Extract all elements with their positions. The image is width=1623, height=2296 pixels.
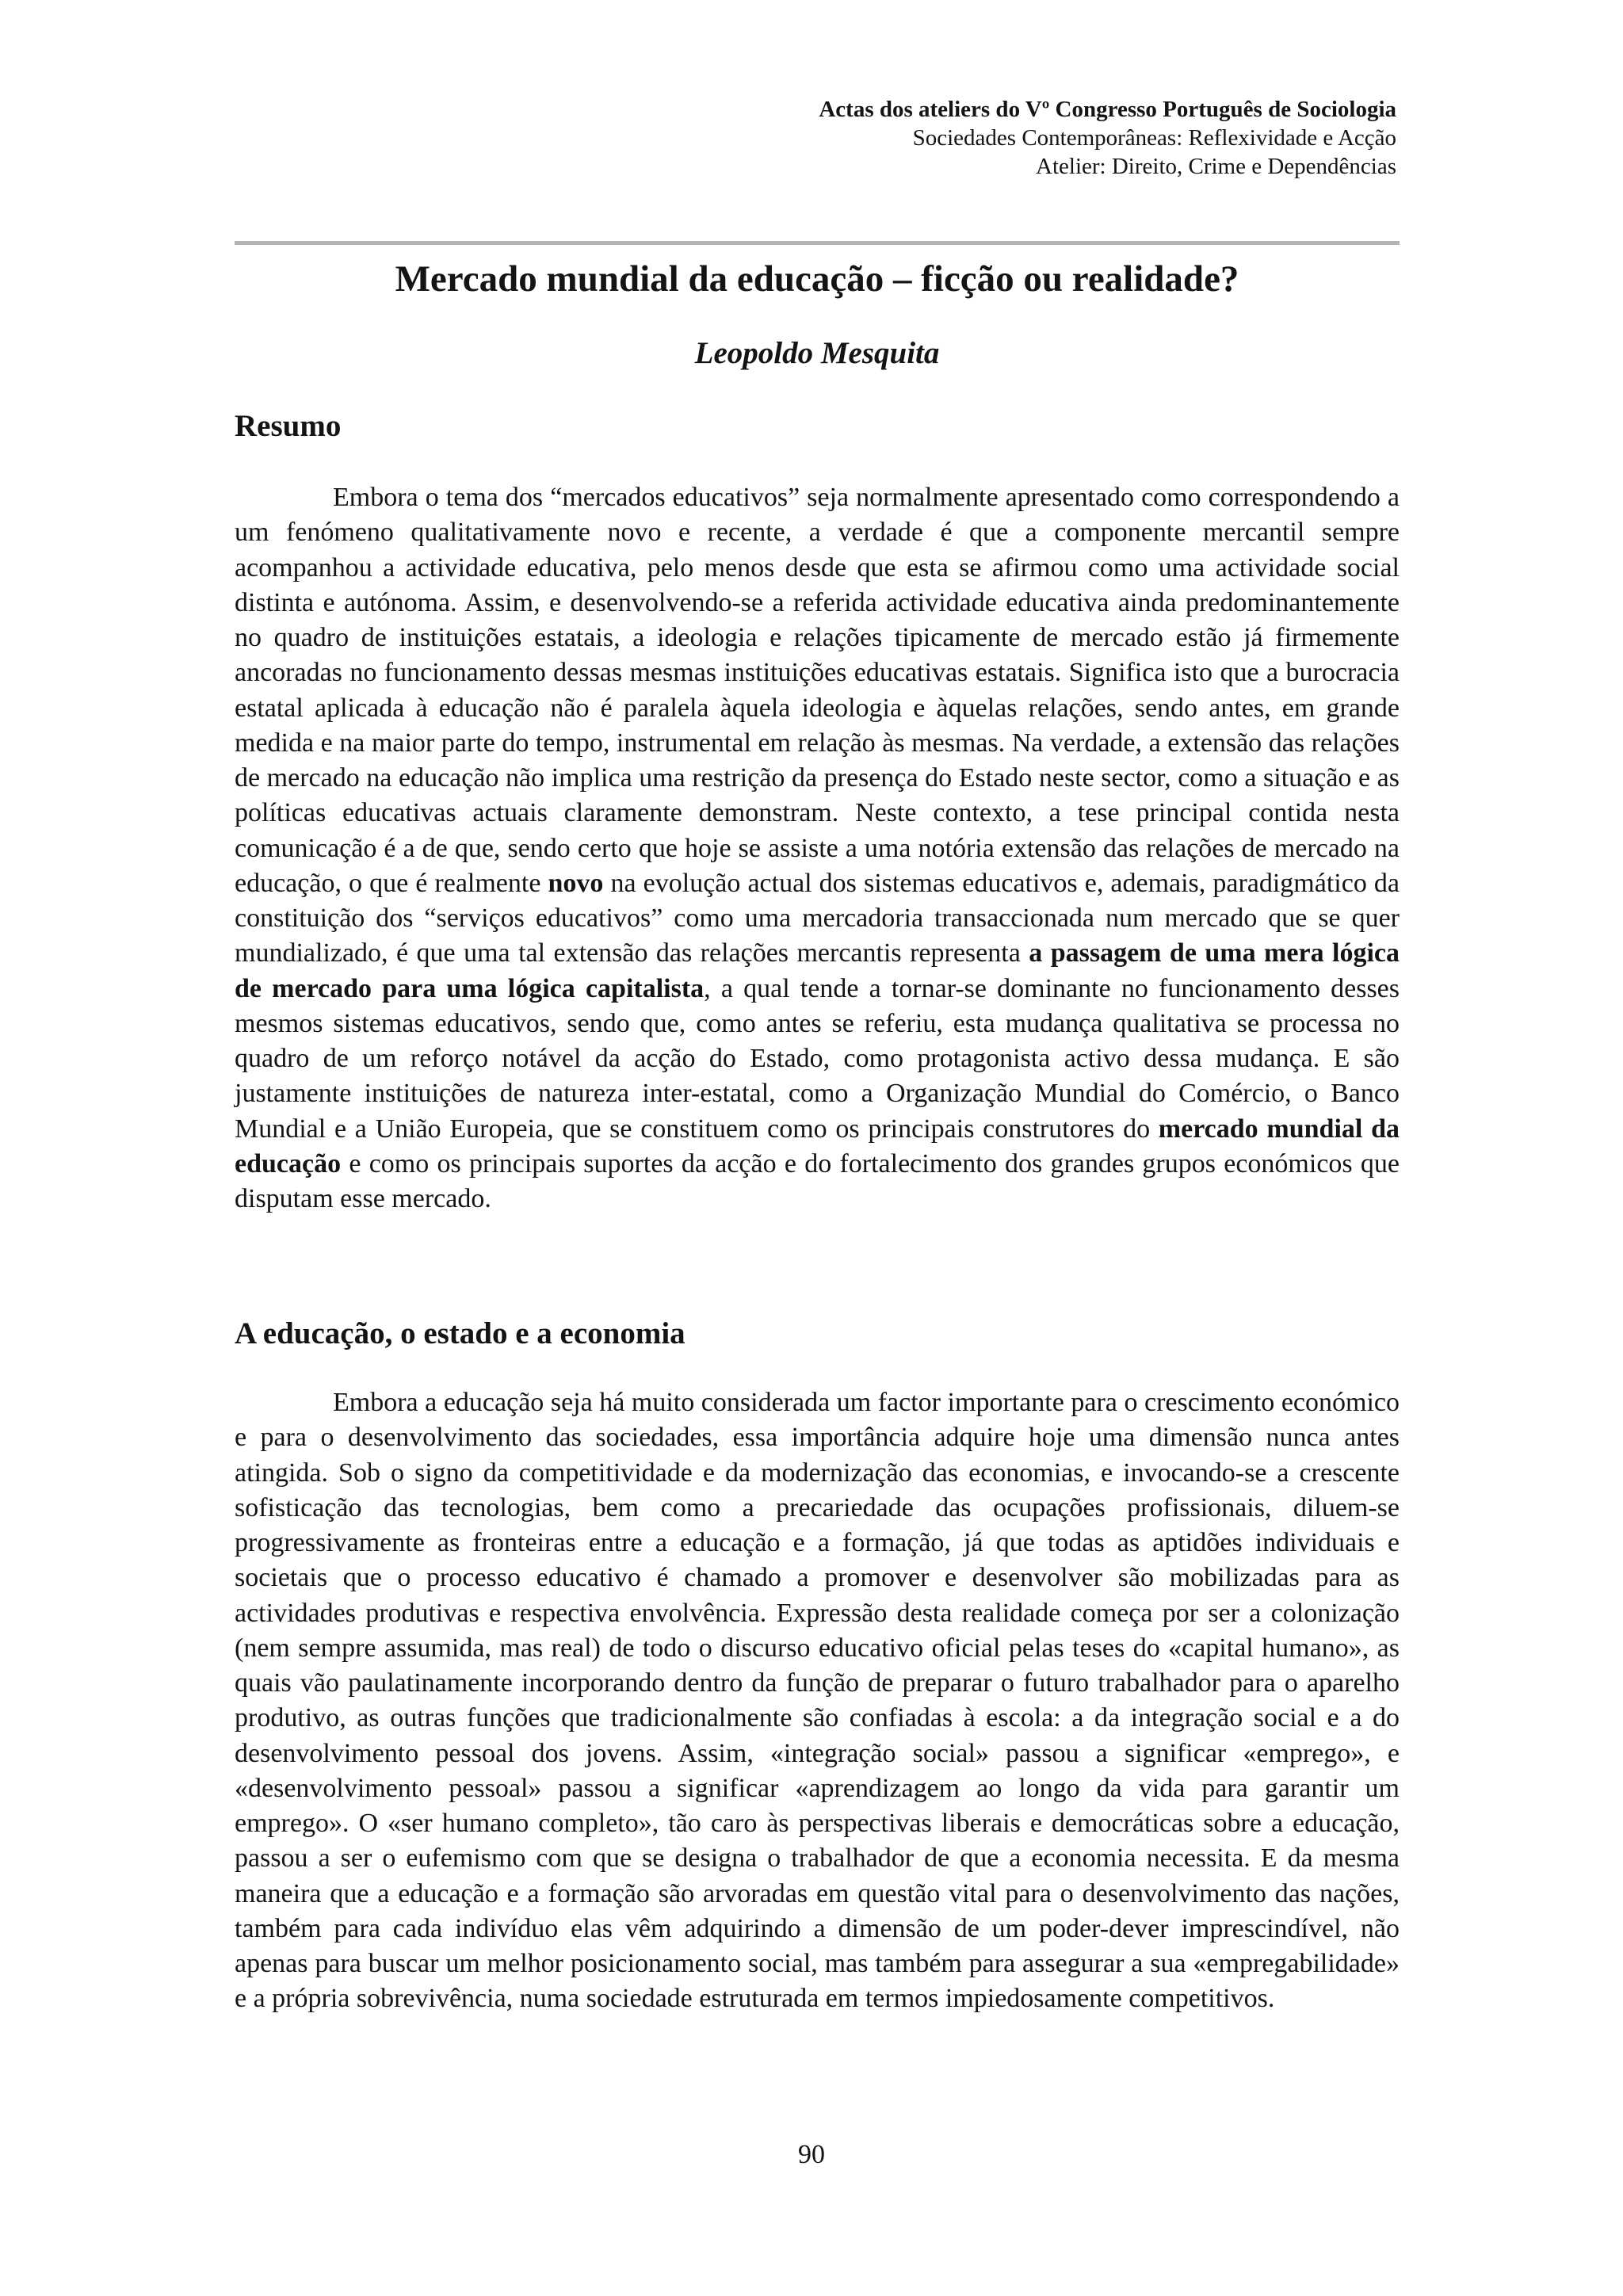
abstract-text-4: e como os principais suportes da acção e do fortalecimento dos grandes grupos económicos que disputam esse mercado. — [235, 1148, 1400, 1213]
page-number: 90 — [798, 2140, 825, 2169]
section-paragraph: Embora a educação seja há muito considerada um factor importante para o crescimento económico e para o desenvolvimento das sociedades, essa importância adquire hoje uma dimensão nunca antes atingida. Sob o signo da competitividade e da modernização das economias, e invocando-se a crescente sofisticação das tecnologias, bem como a precariedade das ocupações profissionais, diluem-se progressivamente as fronteiras entre a educação e a formação, já que todas as aptidões individuais e societais que o processo educativo é chamado a promover e desenvolver são mobilizadas para as actividades produtivas e respectiva envolvência. Expressão desta realidade começa por ser a colonização (nem sempre assumida, mas real) de todo o discurso educativo oficial pelas teses do «capital humano», as quais vão paulatinamente incorporando dentro da função de preparar o futuro trabalhador para o aparelho produtivo, as outras funções que tradicionalmente são confiadas à escola: a da integração social e a do desenvolvimento pessoal dos jovens. Assim, «integração social» passou a significar «emprego», e «desenvolvimento pessoal» passou a significar «aprendizagem ao longo da vida para garantir um emprego». O «ser humano completo», tão caro às perspectivas liberais e democráticas sobre a educação, passou a ser o eufemismo com que se designa o trabalhador de que a economia necessita. E da mesma maneira que a educação e a formação são arvoradas em questão vital para o desenvolvimento das nações, também para cada indivíduo elas vêm adquirindo a dimensão de um poder-dever imprescindível, não apenas para buscar um melhor posicionamento social, mas também para assegurar a sua «empregabilidade» e a própria sobrevivência, numa sociedade estruturada em termos impiedosamente competitivos. — [235, 1388, 1400, 2014]
header-rule — [235, 241, 1400, 245]
abstract-text-1: Embora o tema dos “mercados educativos” seja normalmente apresentado como correspondendo a um fenómeno qualitativamente novo e recente, a verdade é que a componente mercantil sempre acompanhou a actividade educativa, pelo menos desde que esta se afirmou como uma actividade social distinta e autónoma. Assim, e desenvolvendo-se a referida actividade educativa ainda predominantemente no quadro de instituições estatais, a ideologia e relações tipicamente de mercado estão já firmemente ancoradas no funcionamento dessas mesmas instituições educativas estatais. Significa isto que a burocracia estatal aplicada à educação não é paralela àquela ideologia e àquelas relações, sendo antes, em grande medida e na maior parte do tempo, instrumental em relação às mesmas. Na verdade, a extensão das relações de mercado na educação não implica uma restrição da presença do Estado neste sector, como a situação e as políticas educativas actuais claramente demonstram. Neste contexto, a tese principal contida nesta comunicação é a de que, sendo certo que hoje se assiste a uma notória extensão das relações de mercado na educação, o que é realmente — [235, 483, 1400, 898]
abstract-paragraph — [235, 480, 1400, 1217]
header-proceedings: Actas dos ateliers do Vº Congresso Português de Sociologia — [819, 97, 1396, 122]
header-congress-theme: Sociedades Contemporâneas: Reflexividade e Acção — [912, 125, 1396, 151]
section-heading: A educação, o estado e a economia — [235, 1316, 685, 1350]
abstract-text-3: , a qual tende a tornar-se dominante no funcionamento desses mesmos sistemas educativos, sendo que, como antes se referiu, esta mudança qualitativa se processa no quadro de um reforço notável da acção do Estado, como protagonista activo dessa mudança. E são justamente instituições de natureza inter-estatal, como a Organização Mundial do Comércio, o Banco Mundial e a União Europeia, que se constituem como os principais construtores do — [235, 973, 1400, 1144]
abstract-bold-mercado: mercado mundial da educação — [235, 1114, 1400, 1179]
header-atelier: Atelier: Direito, Crime e Dependências — [1036, 154, 1396, 179]
abstract-bold-novo: novo — [548, 868, 604, 898]
paper-author: Leopoldo Mesquita — [694, 336, 940, 370]
abstract-bold-logica: a passagem de uma mera lógica de mercado para uma lógica capitalista — [235, 938, 1400, 1003]
abstract-heading: Resumo — [235, 409, 342, 443]
paper-title: Mercado mundial da educação – ficção ou realidade? — [395, 258, 1239, 300]
abstract-text-2: na evolução actual dos sistemas educativos e, ademais, paradigmático da constituição dos “serviços educativos” como uma mercadoria transaccionada num mercado que se quer mundializado, é que uma tal extensão das relações mercantis representa — [235, 868, 1400, 968]
running-header — [819, 95, 1396, 181]
